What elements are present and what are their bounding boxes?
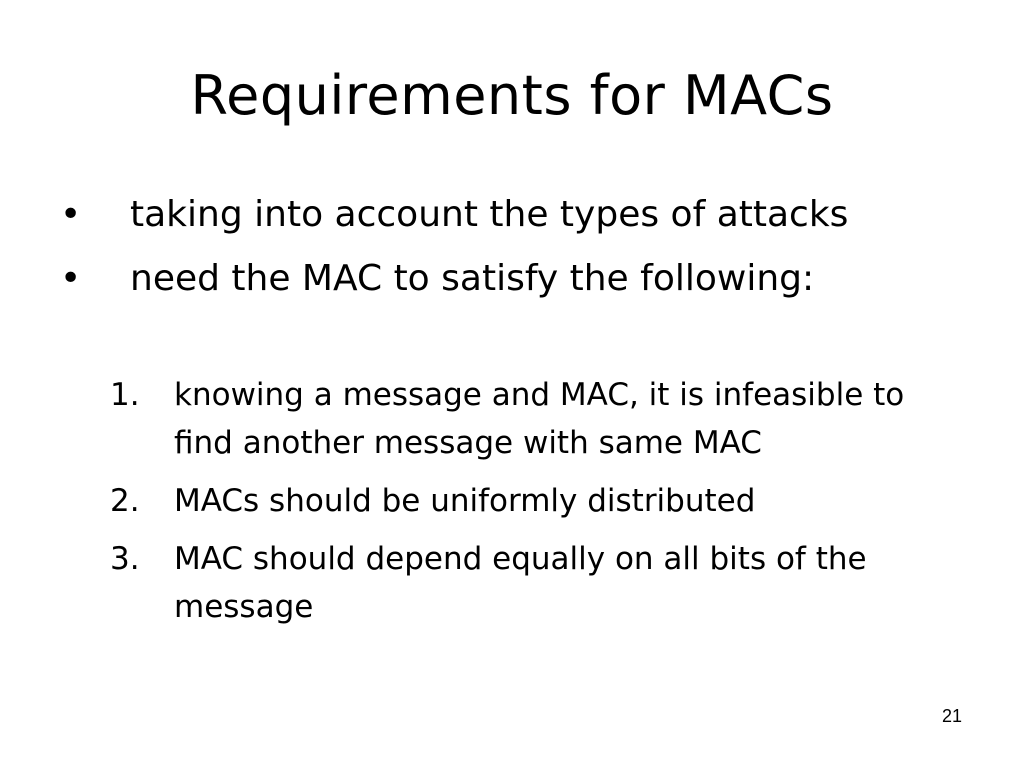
numbered-text: knowing a message and MAC, it is infeasible to find another message with same MAC: [174, 377, 905, 461]
bullet-list: [0, 188, 1024, 306]
numbered-item: [0, 535, 1024, 631]
numbered-text: MACs should be uniformly distributed: [174, 483, 756, 519]
numbered-list: [0, 371, 1024, 631]
bullet-text: taking into account the types of attacks: [130, 194, 849, 235]
number-marker: 2.: [110, 483, 140, 519]
number-marker: 3.: [110, 541, 140, 577]
bullet-item: [0, 252, 1024, 306]
bullet-marker: •: [60, 194, 82, 235]
numbered-item: [0, 371, 1024, 467]
bullet-marker: •: [60, 258, 82, 299]
numbered-item: [0, 477, 1024, 525]
page-number: 21: [941, 706, 962, 726]
numbered-text: MAC should depend equally on all bits of the message: [174, 541, 867, 625]
slide-title: Requirements for MACs: [190, 64, 834, 127]
bullet-item: [0, 188, 1024, 242]
bullet-text: need the MAC to satisfy the following:: [130, 258, 815, 299]
number-marker: 1.: [110, 377, 140, 413]
